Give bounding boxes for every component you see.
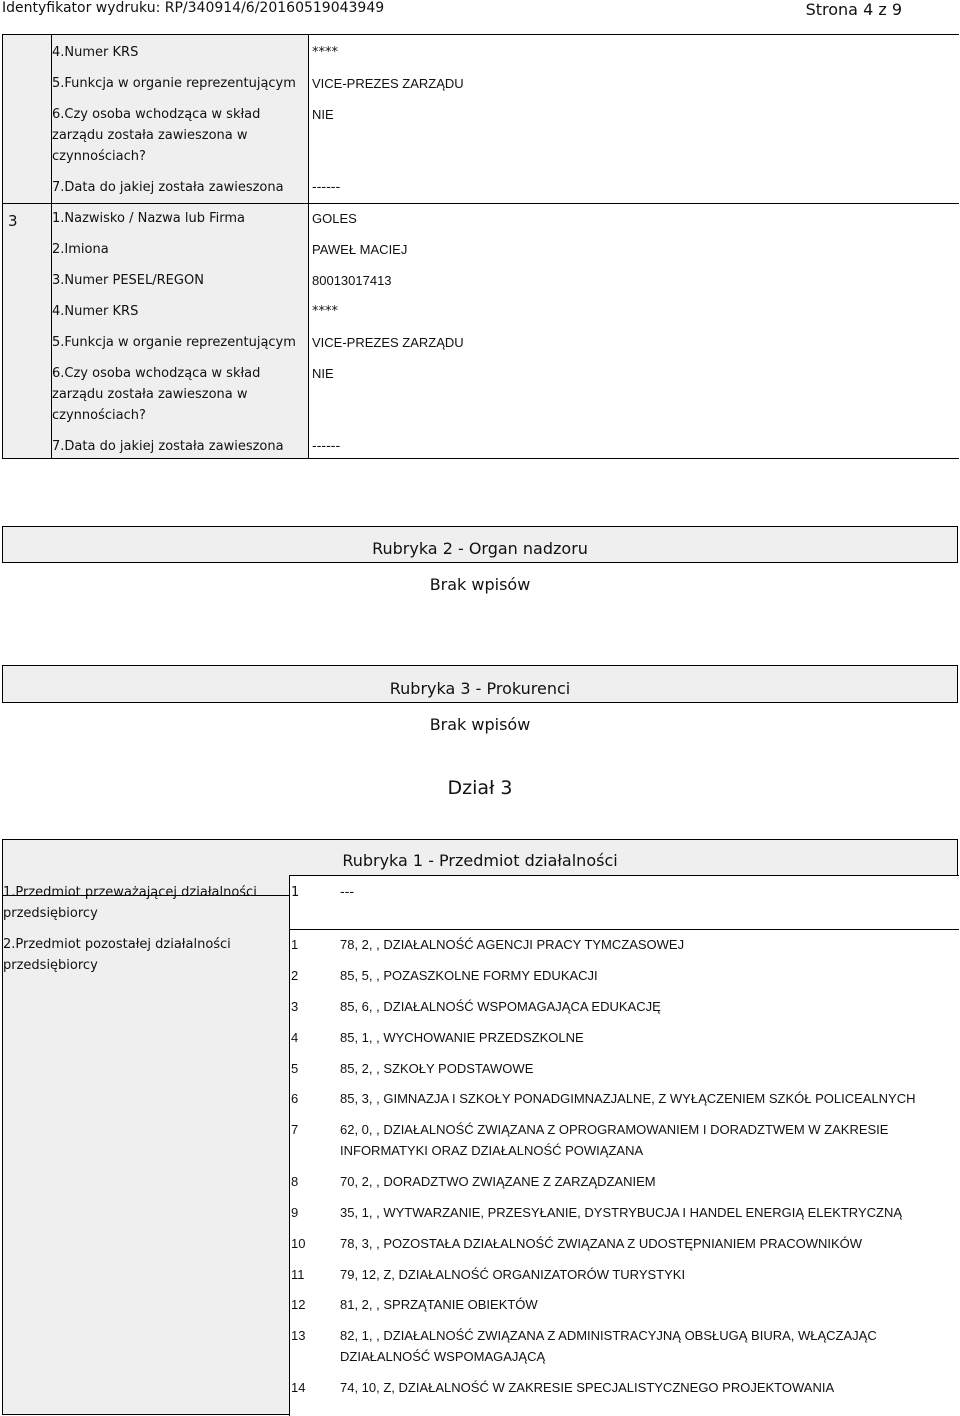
field-value: 80013017413	[312, 273, 392, 288]
rubryka-3-title: Rubryka 3 - Prokurenci	[389, 679, 571, 698]
field-label: 3.Numer PESEL/REGON	[52, 273, 204, 288]
rubryka-2-content: Brak wpisów	[429, 575, 531, 594]
field-label: zarządu została zawieszona w	[52, 128, 248, 143]
field-label: 1.Nazwisko / Nazwa lub Firma	[52, 211, 245, 226]
field-label: zarządu została zawieszona w	[52, 387, 248, 402]
activity-number: 14	[291, 1380, 306, 1395]
activity-text: 85, 3, , GIMNAZJA I SZKOŁY PONADGIMNAZJALNE, Z WYŁĄCZENIEM SZKÓŁ POLICEALNYCH	[340, 1091, 916, 1106]
field-label: czynnościach?	[52, 149, 146, 164]
print-identifier: Identyfikator wydruku: RP/340914/6/20160519043949	[2, 0, 385, 16]
activity-text: 85, 6, , DZIAŁALNOŚĆ WSPOMAGAJĄCA EDUKACJĘ	[340, 999, 661, 1014]
activity-number: 5	[291, 1061, 299, 1076]
main-activity-label: przedsiębiorcy	[3, 906, 98, 921]
field-label: 4.Numer KRS	[52, 304, 139, 319]
activity-text: DZIAŁALNOŚĆ WSPOMAGAJĄCĄ	[340, 1349, 546, 1364]
activity-number: 2	[291, 968, 299, 983]
activity-text: 81, 2, , SPRZĄTANIE OBIEKTÓW	[340, 1297, 538, 1312]
activity-number: 13	[291, 1328, 306, 1343]
rubryka-2-title: Rubryka 2 - Organ nadzoru	[372, 539, 588, 558]
activity-number: 3	[291, 999, 299, 1014]
activity-text: 85, 1, , WYCHOWANIE PRZEDSZKOLNE	[340, 1030, 584, 1045]
field-value: ****	[312, 45, 338, 60]
activity-text: 85, 5, , POZASZKOLNE FORMY EDUKACJI	[340, 968, 598, 983]
activity-number: 10	[291, 1236, 306, 1251]
field-label: 7.Data do jakiej została zawieszona	[52, 180, 284, 195]
board-member-3-inner	[51, 203, 959, 459]
field-label: 5.Funkcja w organie reprezentującym	[52, 335, 296, 350]
activity-text: 85, 2, , SZKOŁY PODSTAWOWE	[340, 1061, 534, 1076]
row-divider	[289, 929, 959, 930]
main-activity-number: 1	[291, 885, 300, 900]
activity-text: 35, 1, , WYTWARZANIE, PRZESYŁANIE, DYSTRYBUCJA I HANDEL ENERGIĄ ELEKTRYCZNĄ	[340, 1205, 903, 1220]
main-activity-label: 1.Przedmiot przeważającej działalności	[3, 885, 257, 900]
activity-number: 7	[291, 1122, 299, 1137]
field-value: VICE-PREZES ZARZĄDU	[312, 76, 464, 91]
field-value: PAWEŁ MACIEJ	[312, 242, 408, 257]
activity-number: 4	[291, 1030, 299, 1045]
rubryka-3-content: Brak wpisów	[429, 715, 531, 734]
activity-text: 62, 0, , DZIAŁALNOŚĆ ZWIĄZANA Z OPROGRAMOWANIEM I DORADZTWEM W ZAKRESIE	[340, 1122, 889, 1137]
field-value: VICE-PREZES ZARZĄDU	[312, 335, 464, 350]
member-number: 3	[8, 212, 18, 230]
field-label: 4.Numer KRS	[52, 45, 139, 60]
activity-text: 82, 1, , DZIAŁALNOŚĆ ZWIĄZANA Z ADMINISTRACYJNĄ OBSŁUGĄ BIURA, WŁĄCZAJĄC	[340, 1328, 877, 1343]
activity-number: 6	[291, 1091, 299, 1106]
other-activity-label: przedsiębiorcy	[3, 958, 98, 973]
field-label: 6.Czy osoba wchodząca w skład	[52, 107, 261, 122]
field-label: 2.Imiona	[52, 242, 109, 257]
activity-number: 11	[291, 1267, 305, 1282]
field-value: NIE	[312, 366, 334, 381]
page-number: Strona 4 z 9	[805, 0, 902, 19]
activity-number: 8	[291, 1174, 299, 1189]
field-value: ------	[312, 439, 341, 454]
activity-number: 1	[291, 937, 299, 952]
activity-number: 12	[291, 1297, 306, 1312]
activity-text: 79, 12, Z, DZIAŁALNOŚĆ ORGANIZATORÓW TURYSTYKI	[340, 1267, 686, 1282]
activity-number: 9	[291, 1205, 299, 1220]
field-label: czynnościach?	[52, 408, 146, 423]
field-label: 6.Czy osoba wchodząca w skład	[52, 366, 261, 381]
print-header	[0, 0, 960, 20]
field-value: GOLES	[312, 211, 357, 226]
field-value: ****	[312, 304, 338, 319]
field-value: ------	[312, 180, 341, 195]
activity-text: 78, 2, , DZIAŁALNOŚĆ AGENCJI PRACY TYMCZASOWEJ	[340, 937, 685, 952]
field-value: NIE	[312, 107, 334, 122]
activity-text: INFORMATYKI ORAZ DZIAŁALNOŚĆ POWIĄZANA	[340, 1143, 644, 1158]
activity-text: 78, 3, , POZOSTAŁA DZIAŁALNOŚĆ ZWIĄZANA Z UDOSTĘPNIANIEM PRACOWNIKÓW	[340, 1236, 863, 1251]
dzial-3-title: Dział 3	[447, 777, 513, 799]
activity-text: 70, 2, , DORADZTWO ZWIĄZANE Z ZARZĄDZANIEM	[340, 1174, 656, 1189]
main-activity-value: ---	[340, 885, 355, 900]
other-activity-label: 2.Przedmiot pozostałej działalności	[3, 937, 231, 952]
rubryka-1-title: Rubryka 1 - Przedmiot działalności	[342, 851, 618, 870]
activity-text: 74, 10, Z, DZIAŁALNOŚĆ W ZAKRESIE SPECJALISTYCZNEGO PROJEKTOWANIA	[340, 1380, 835, 1395]
field-label: 5.Funkcja w organie reprezentującym	[52, 76, 296, 91]
field-label: 7.Data do jakiej została zawieszona	[52, 439, 284, 454]
